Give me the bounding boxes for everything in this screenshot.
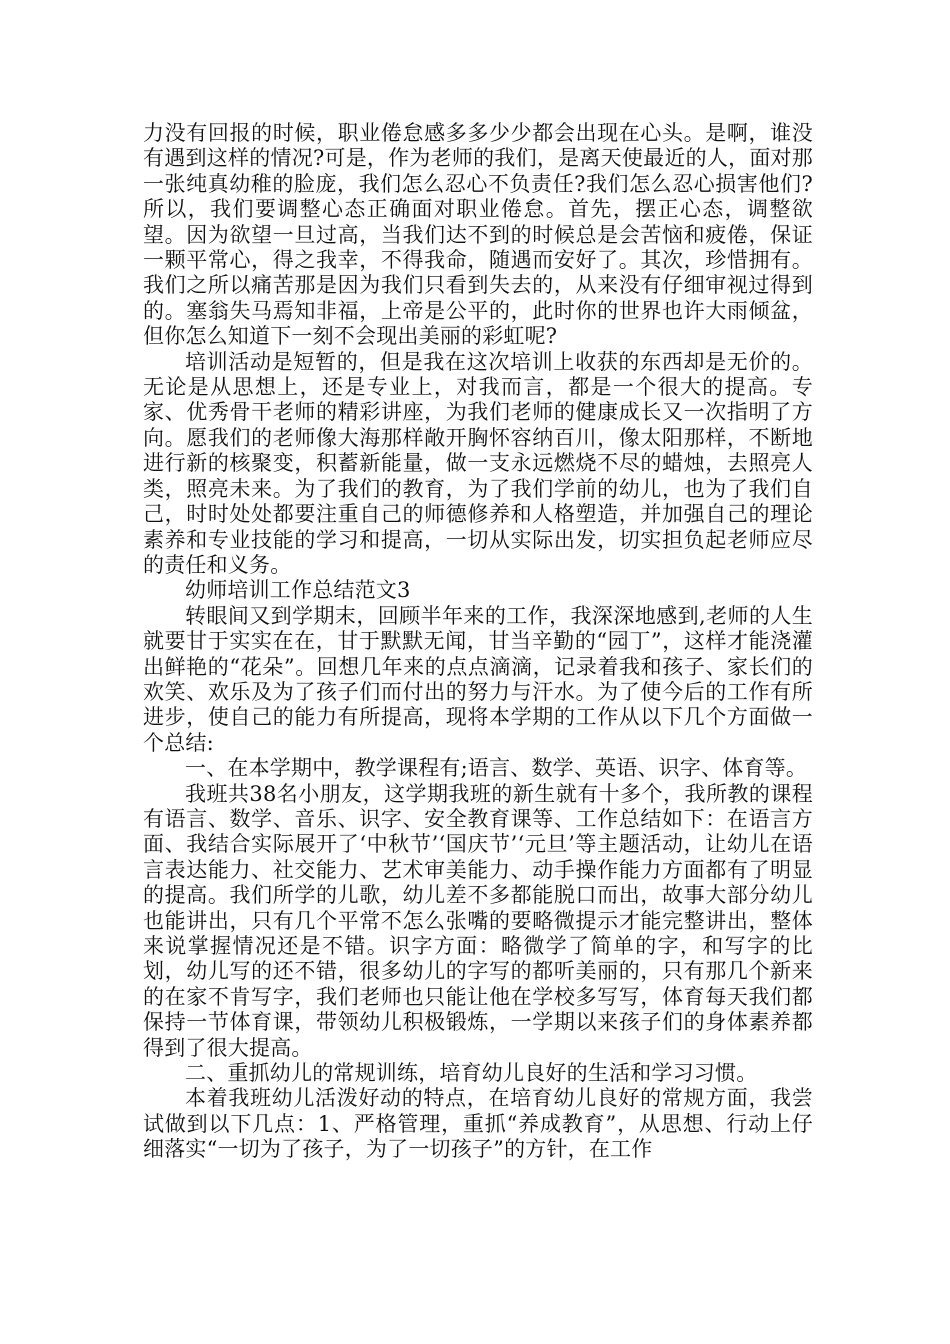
document-body — [143, 121, 813, 1163]
paragraph-courses: 一、在本学期中，教学课程有;语言、数学、英语、识字、体育等。 — [185, 756, 808, 781]
paragraph-training-reflection: 培训活动是短暂的，但是我在这次培训上收获的东西却是无价的。无论是从思想上，还是专业上，对我而言，都是一个很大的提高。专家、优秀骨干老师的精彩讲座，为我们老师的健康成长又一次指明了方向。愿我们的老师像大海那样敞开胸怀容纳百川，像太阳那样，不断地进行新的核聚变，积蓄新能量，做一支永远燃烧不尽的蜡烛，去照亮人类，照亮未来。为了我们的教育，为了我们学前的幼儿，也为了我们自己，时时处处都要注重自己的师德修养和人格塑造，并加强自己的理论素养和专业技能的学习和提高，一切从实际出发，切实担负起老师应尽的责任和义务。 — [143, 349, 813, 577]
section-heading: 幼师培训工作总结范文3 — [185, 578, 411, 603]
paragraph-class-summary: 我班共38名小朋友，这学期我班的新生就有十多个，我所教的课程有语言、数学、音乐、识字、安全教育课等、工作总结如下：在语言方面、我结合实际展开了‘中秋节’‘国庆节’‘元旦’等主题活动，让幼儿在语言表达能力、社交能力、艺术审美能力、动手操作能力方面都有了明显的提高。我们所学的儿歌，幼儿差不多都能脱口而出，故事大部分幼儿也能讲出，只有几个平常不怎么张嘴的要略微提示才能完整讲出，整体来说掌握情况还是不错。识字方面：略微学了简单的字，和写字的比划，幼儿写的还不错，很多幼儿的字写的都听美丽的，只有那几个新来的在家不肯写字，我们老师也只能让他在学校多写写，体育每天我们都保持一节体育课，带领幼儿积极锻炼，一学期以来孩子们的身体素养都得到了很大提高。 — [143, 781, 813, 1060]
paragraph-habits: 本着我班幼儿活泼好动的特点，在培育幼儿良好的常规方面，我尝试做到以下几点：1、严格管理，重抓“养成教育”，从思想、行动上仔细落实“一切为了孩子，为了一切孩子”的方针，在工作 — [143, 1086, 813, 1162]
paragraph-job-burnout: 力没有回报的时候，职业倦怠感多多少少都会出现在心头。是啊，谁没有遇到这样的情况?可是，作为老师的我们，是离天使最近的人，面对那一张纯真幼稚的脸庞，我们怎么忍心不负责任?我们怎么忍心损害他们?所以，我们要调整心态正确面对职业倦怠。首先，摆正心态，调整欲望。因为欲望一旦过高，当我们达不到的时候总是会苦恼和疲倦，保证一颗平常心，得之我幸，不得我命，随遇而安好了。其次，珍惜拥有。我们之所以痛苦那是因为我们只看到失去的，从来没有仔细审视过得到的。塞翁失马焉知非福，上帝是公平的，此时你的世界也许大雨倾盆，但你怎么知道下一刻不会现出美丽的彩虹呢? — [143, 121, 813, 349]
paragraph-routine-training: 二、重抓幼儿的常规训练，培育幼儿良好的生活和学习习惯。 — [185, 1061, 758, 1086]
paragraph-semester-review: 转眼间又到学期末，回顾半年来的工作，我深深地感到,老师的人生就要甘于实实在在，甘于默默无闻，甘当辛勤的“园丁”，这样才能浇灌出鲜艳的“花朵”。回想几年来的点点滴滴，记录着我和孩子、家长们的欢笑、欢乐及为了孩子们而付出的努力与汗水。为了使今后的工作有所进步，使自己的能力有所提高，现将本学期的工作从以下几个方面做一个总结: — [143, 603, 813, 755]
